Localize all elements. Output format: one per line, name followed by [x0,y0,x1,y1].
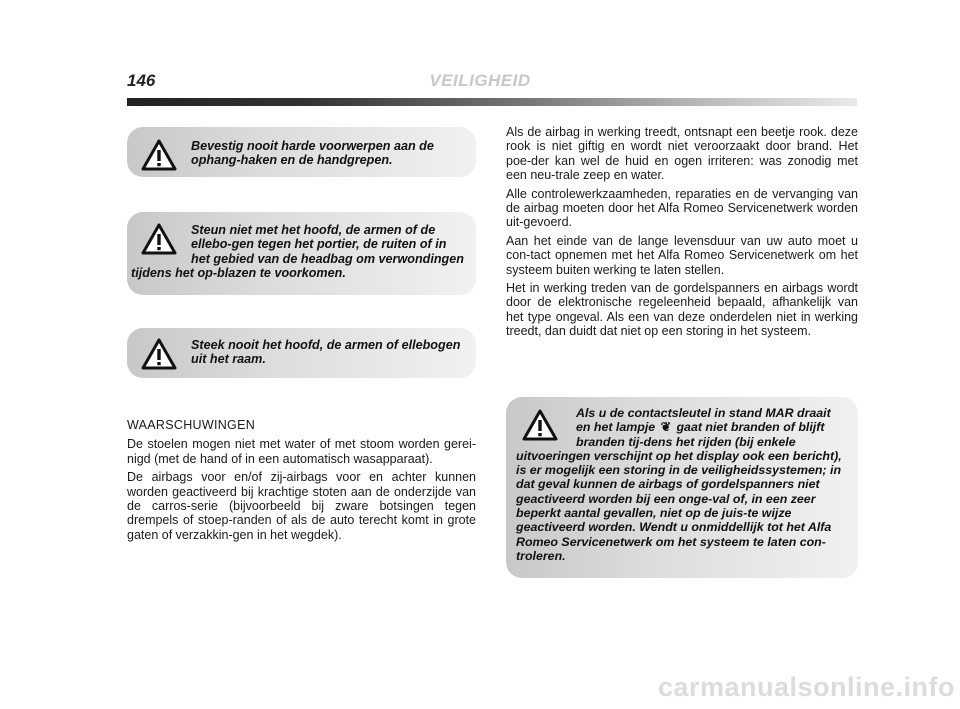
airbag-lamp-icon: ❦ [660,420,672,435]
paragraph: Het in werking treden van de gordelspanners en airbags wordt door de elektronische regeleenheid bepaald, afhankelijk van het type ongeval. Als een van deze onderdelen niet in werking treedt, dan duidt dat niet op een storing in het systeem. [506,281,858,339]
warning-text-end: gaat niet branden of blijft branden tij-dens het rijden (bij enkele uitvoeringen verschijnt op het display ook een bericht), is er mogelijk een storing in de veiligheidssystemen; in dat geval kunnen de airbags of gordelspanners niet geactiveerd worden bij een onge-val of, in een zeer beperkt aantal gevallen, niet op de juis-te wijze geactiveerd worden. Wendt u onmiddellijk tot het Alfa Romeo Servicenetwerk om het systeem te laten con-troleren. [516,420,842,563]
warning-box-airbag-lamp [506,397,858,578]
section-title: VEILIGHEID [429,71,531,90]
right-column [506,125,858,343]
warnings-heading: WAARSCHUWINGEN [127,418,256,432]
warning-triangle-icon [141,338,177,370]
paragraph: Aan het einde van de lange levensduur van uw auto moet u con-tact opnemen met het Alfa Romeo Servicenetwerk om het systeem buiten werking te laten stellen. [506,233,858,277]
watermark: carmanualsonline.info [657,672,955,702]
warning-box-window [127,328,476,378]
warning-triangle-icon [141,223,177,255]
warning-triangle-icon [522,409,558,441]
warning-triangle-icon [141,139,177,171]
paragraph: De stoelen mogen niet met water of met stoom worden gerei-nigd (met de hand of in een automatisch wasapparaat). [127,437,476,466]
left-column [127,418,476,546]
warning-text [516,406,844,563]
header-divider [127,98,857,106]
paragraph: Als de airbag in werking treedt, ontsnapt een beetje rook. deze rook is niet giftig en wordt niet veroorzaakt door brand. Het poe-der kan wel de huid en ogen irriteren: was zonodig met een neu-trale zeep en water. [506,125,858,183]
warning-text: Steun niet met het hoofd, de armen of de ellebo-gen tegen het portier, de ruiten of in het gebied van de headbag om verwondingen tijdens het op-blazen te voorkomen. [131,223,464,281]
paragraph: Alle controlewerkzaamheden, reparaties en de vervanging van de airbag moeten door het Alfa Romeo Servicenetwerk worden uit-gevoerd. [506,186,858,230]
page-number: 146 [127,71,156,90]
paragraph: De airbags voor en/of zij-airbags voor en achter kunnen worden geactiveerd bij krachtige stoten aan de onderzijde van de carros-serie (bijvoorbeeld bij zware botsingen tegen drempels of stoep-randen of als de auto terecht komt in grote gaten of verzakkin-gen in het wegdek). [127,470,476,542]
warning-text-start: Als u de contactsleutel in stand MAR draait en het lampje [576,406,831,435]
warning-box-headbag [127,212,476,295]
warning-text: Bevestig nooit harde voorwerpen aan de ophang-haken en de handgrepen. [191,139,434,168]
warning-text: Steek nooit het hoofd, de armen of ellebogen uit het raam. [191,338,461,367]
warning-box-handles [127,127,476,177]
